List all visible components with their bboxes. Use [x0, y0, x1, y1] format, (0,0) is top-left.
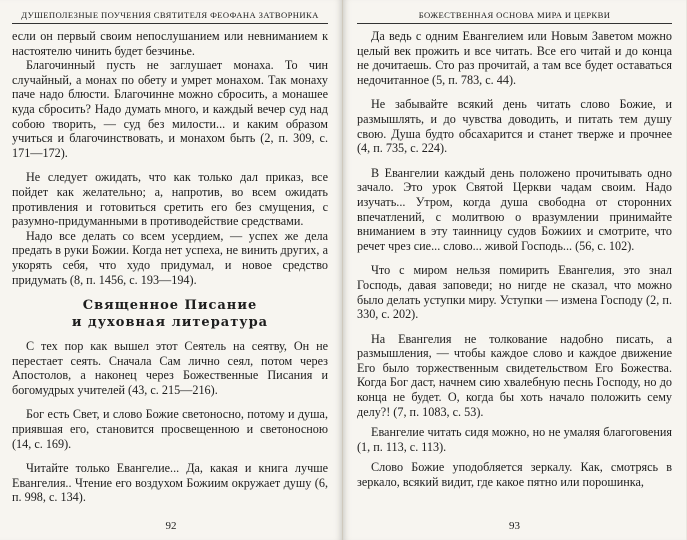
- right-running-header: БОЖЕСТВЕННАЯ ОСНОВА МИРА И ЦЕРКВИ: [357, 0, 672, 24]
- paragraph: В Евангелии каждый день положено прочитывать одно зачало. Это урок Святой Церкви чадам своим. Надо изучать... Утром, когда душа свободна от сторонних впечатлений, с молитвою о вразумлении принимайте вниманием в эту таинницу судов Божиих и смотрите, что речет чрез сие... слово... живой Господь... (56, с. 102).: [357, 165, 672, 253]
- paragraph: Читайте только Евангелие... Да, какая и книга лучше Евангелия.. Чтение его воздухом Божиим окружает душу (6, п. 998, с. 134).: [12, 461, 328, 505]
- paragraph: Да ведь с одним Евангелием или Новым Заветом можно целый век прожить и все читать. Все его читай и до конца не дочитаешь. Сто раз прочитай, а там все будет оставаться недочитанное (5, п. 783, с. 44).: [357, 29, 672, 87]
- paragraph: Не следует ожидать, что как только дал приказ, все пойдет как желательно; а, напротив, во всем ожидать противления и готовиться сретить его без смущения, с разумно-придуманными в противодействие средствами.: [12, 170, 328, 229]
- section-heading-line-1: Священное Писание: [82, 298, 258, 314]
- paragraph: На Евангелия не толкование надобно писать, а размышления, — чтобы каждое слово и каждое движение Его было торжественным свидетельством Его Божества. Когда Бог даст, начнем сию хвалебную песнь Господу, но до конца не будет. О, когда бы хоть начало положить сему делу?! (7, п. 1083, с. 53).: [357, 331, 672, 419]
- left-page: [0, 0, 343, 540]
- paragraph: Надо все делать со всем усердием, — успех же дела предать в руки Божии. Когда нет успеха, не винить других, а укорять себя, что худо придумал, и новое средство придумать (8, п. 1456, с. 193—194).: [12, 228, 328, 287]
- paragraph: если он первый своим непослушанием или невниманием к настоятелю чинить будет безчинье.: [12, 29, 328, 58]
- paragraph: Слово Божие уподобляется зеркалу. Как, смотрясь в зеркало, всякий видит, где какое пятно или порошинка,: [357, 460, 672, 490]
- right-page: [343, 0, 686, 540]
- paragraph: Евангелие читать сидя можно, но не умаляя благоговения (1, п. 113, с. 113).: [357, 425, 672, 454]
- paragraph: Благочинный пусть не заглушает монаха. То чин случайный, а монах по обету и умрет монахом. Так монаху паче надо блюсти. Благочинне можно сбросить, а монашее куда сбросить? Надо думать много, и каждый вечер суд над собою творить, — суд без милости... и каким образом учиться и благочинствовать, и монахом быть (2, п. 309, с. 171—172).: [12, 58, 328, 160]
- left-running-header: ДУШЕПОЛЕЗНЫЕ ПОУЧЕНИЯ СВЯТИТЕЛЯ ФЕОФАНА ЗАТВОРНИКА: [12, 0, 328, 24]
- right-page-number: 93: [509, 520, 520, 532]
- paragraph: Бог есть Свет, и слово Божие светоносно, потому и душа, приявшая его, становится просвещенною и светоносною (14, с. 169).: [12, 407, 328, 451]
- paragraph: С тех пор как вышел этот Сеятель на сеятву, Он не перестает сеять. Сначала Сам лично сеял, потом через Апостолов, а наконец через Божественные Писания и богомудрых учителей (43, с. 215—216).: [12, 339, 328, 397]
- left-page-number: 92: [165, 520, 177, 532]
- paragraph: Не забывайте всякий день читать слово Божие, и размышлять, и до чувства доводить, и питать тем душу свою. Душа будто обсахарится и станет тверже и прочнее (4, п. 735, с. 224).: [357, 97, 672, 156]
- section-heading-line-2: и духовная литература: [71, 315, 269, 331]
- section-heading: [12, 297, 328, 331]
- paragraph: Что с миром нельзя помирить Евангелия, это знал Господь, давая заповеди; но нигде не сказал, что можно было делать уступки миру. Уступки — измена Господу (2, п. 330, с. 202).: [357, 263, 672, 322]
